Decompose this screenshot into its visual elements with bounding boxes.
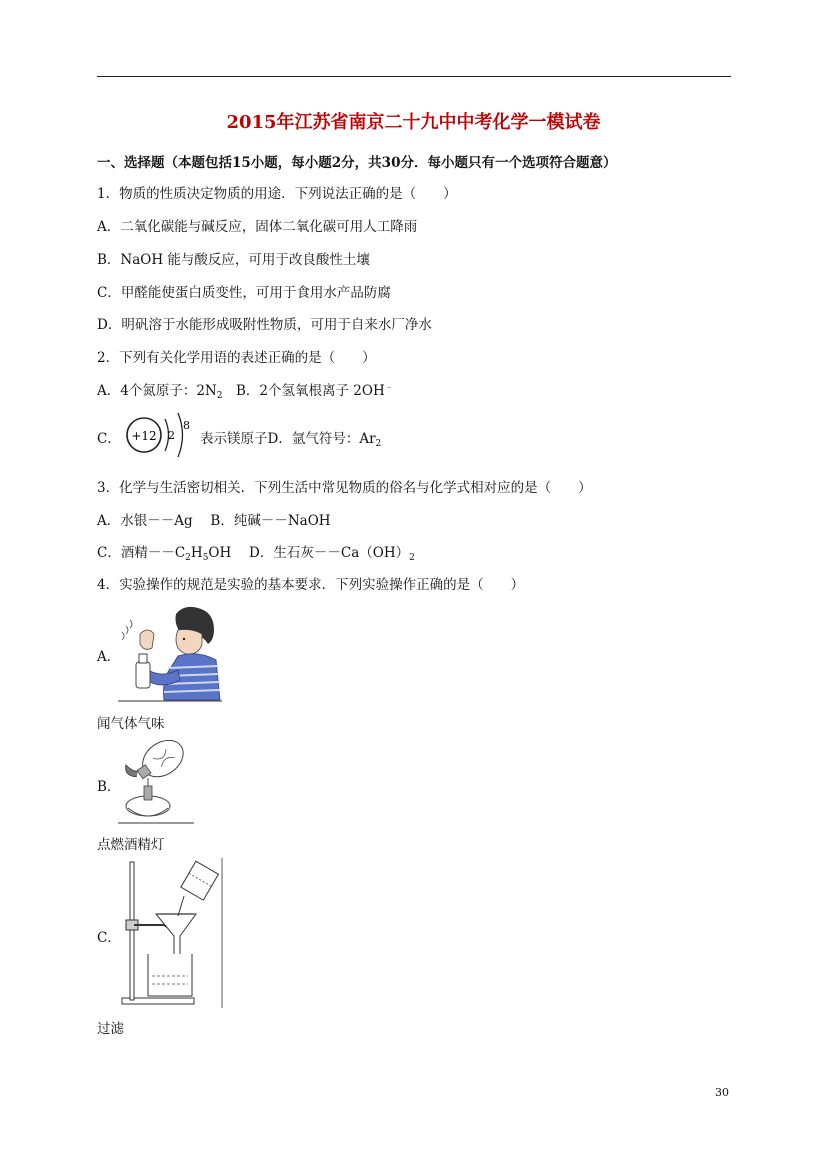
q3-options-cd (97, 541, 415, 563)
page-title: 2015年江苏省南京二十九中中考化学一模试卷 (226, 112, 601, 133)
q2-option-b: B．2个氢氧根离子 2OH (235, 383, 385, 399)
q4-option-c-label: C． (97, 930, 121, 946)
q3-options-ab: A．水银－－Ag B．纯碱－－NaOH (97, 513, 331, 529)
q4-option-b-caption: 点燃酒精灯 (97, 837, 165, 853)
q1-stem: 1．物质的性质决定物质的用途．下列说法正确的是（ ） (97, 186, 457, 202)
lighting-alcohol-lamp-illustration (118, 738, 194, 824)
section-heading: 一、选择题（本题包括15小题，每小题2分，共30分．每小题只有一个选项符合题意） (97, 155, 617, 171)
q3-sub1: 2 (185, 553, 191, 563)
q3-option-c-part2: H (190, 545, 203, 561)
q4-stem: 4．实验操作的规范是实验的基本要求．下列实验操作正确的是（ ） (97, 577, 525, 593)
q2-option-c-text (200, 427, 381, 449)
smelling-gas-illustration (118, 604, 222, 702)
filtration-illustration (118, 858, 226, 1008)
q3-option-c-part1: C．酒精－－C (97, 545, 186, 561)
q2-stem: 2．下列有关化学用语的表述正确的是（ ） (97, 350, 376, 366)
electron-shell-2 (178, 413, 183, 457)
q1-option-d: D．明矾溶于水能形成吸附性物质，可用于自来水厂净水 (97, 317, 432, 333)
q1-option-b: B．NaOH 能与酸反应，可用于改良酸性土壤 (97, 252, 370, 268)
q3-option-c-part3: OH D．生石灰－－Ca（OH） (208, 545, 410, 561)
q3-stem: 3．化学与生活密切相关．下列生活中常见物质的俗名与化学式相对应的是（ ） (97, 480, 592, 496)
electron-shell-2-count: 8 (183, 419, 190, 432)
magnesium-atom-diagram (120, 405, 198, 463)
header-rule (97, 76, 731, 77)
q2-option-a: A．4个氮原子：2N (97, 383, 217, 399)
atom-nucleus-charge: +12 (131, 429, 157, 443)
q2-option-cd: 表示镁原子D．氩气符号：Ar (200, 431, 376, 447)
q3-sub3: 2 (409, 553, 415, 563)
q4-option-b-label: B． (97, 779, 121, 795)
q4-option-a-label: A． (97, 649, 121, 665)
q2-option-a-subscript: 2 (216, 391, 223, 401)
q4-option-a-caption: 闻气体气味 (97, 716, 165, 732)
q3-sub2: 5 (202, 553, 209, 563)
electron-shell-1-count: 2 (168, 429, 175, 442)
q1-option-a: A．二氧化碳能与碱反应，固体二氧化碳可用人工降雨 (97, 219, 418, 235)
q1-option-c: C．甲醛能使蛋白质变性，可用于食用水产品防腐 (97, 285, 391, 301)
q2-option-b-superscript: ﹣ (384, 382, 394, 393)
q2-option-d-subscript: 2 (375, 439, 382, 449)
q2-option-c-label: C． (97, 431, 121, 447)
page-number: 30 (715, 1086, 729, 1099)
q2-options-ab (97, 379, 394, 401)
q4-option-c-caption: 过滤 (97, 1021, 124, 1037)
